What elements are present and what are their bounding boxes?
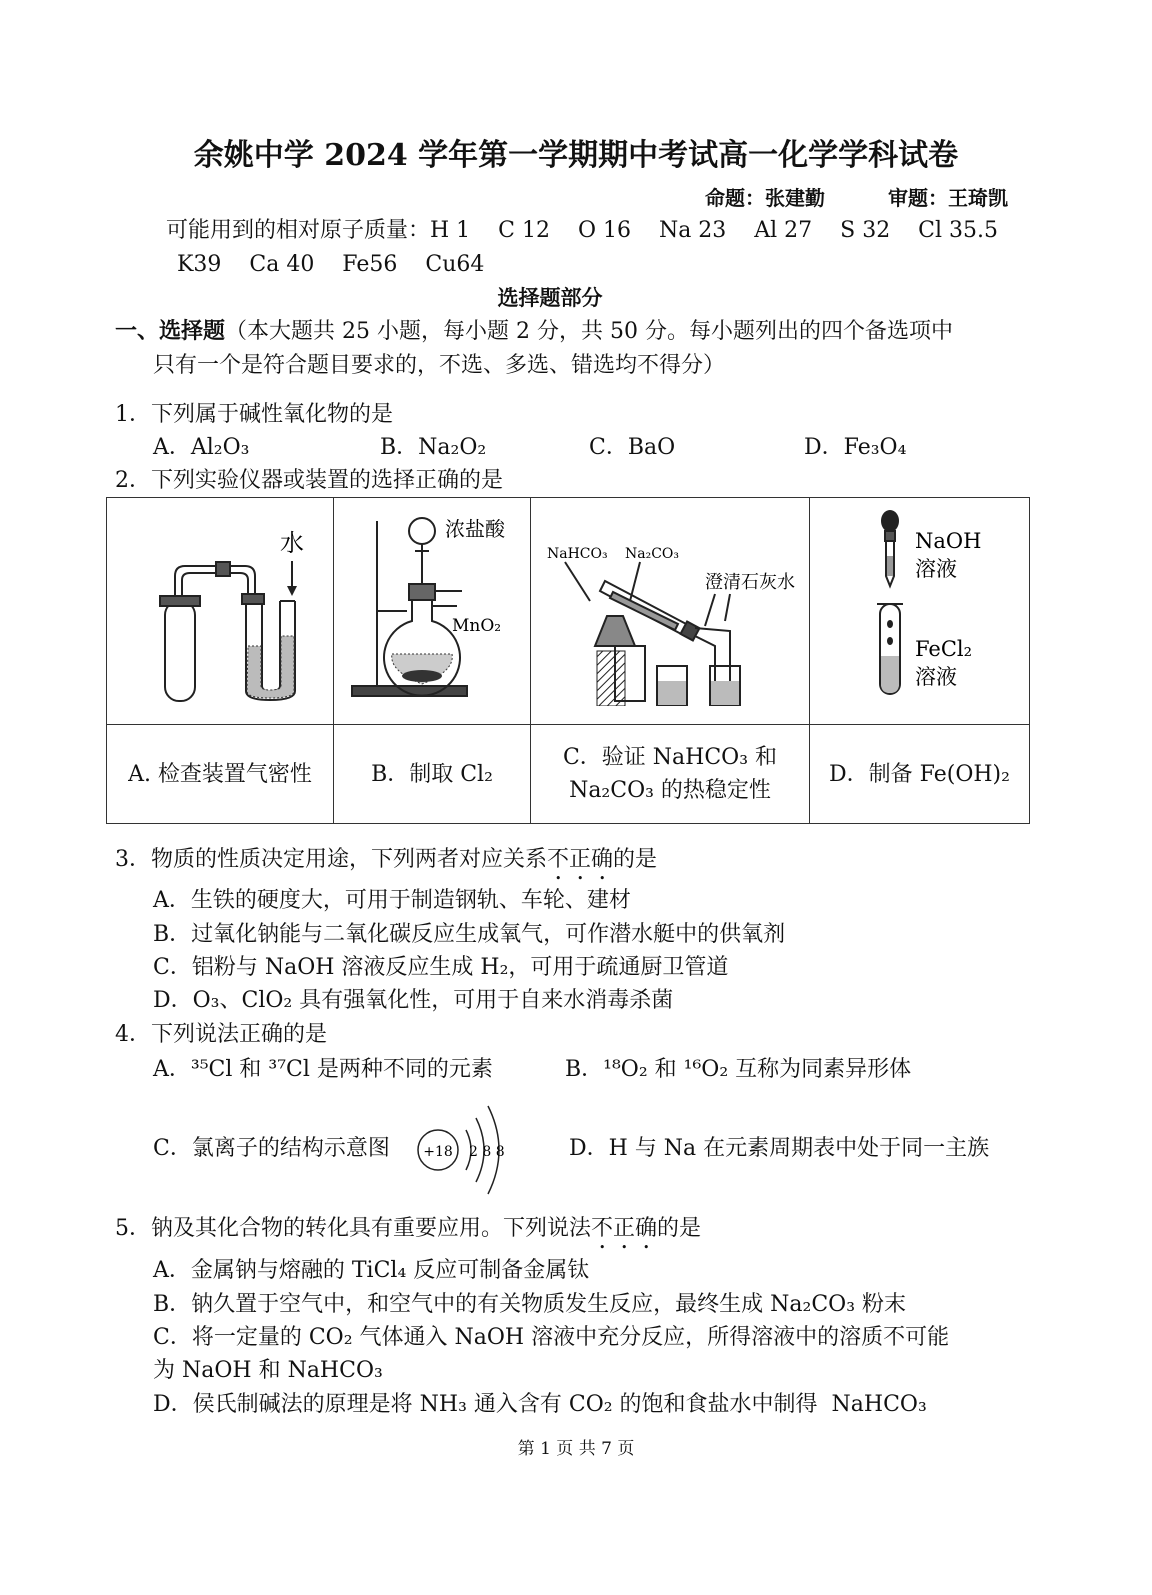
nucleus-charge: +18 (423, 1144, 453, 1160)
label-naoh: NaOH (914, 529, 981, 553)
q5-option-d: D．侯氏制碱法的原理是将 NH₃ 通入含有 CO₂ 的饱和食盐水中制得 NaHCO₃ (153, 1392, 927, 1417)
page-footer: 第 1 页 共 7 页 (517, 1439, 635, 1459)
part-heading-line (115, 317, 953, 347)
q5-stem (115, 1214, 701, 1254)
apparatus-b-cell (334, 498, 531, 725)
q1-option-a: A．Al₂O₃ (153, 435, 250, 460)
apparatus-a-cell (107, 498, 334, 725)
part-instructions-1: （本大题共 25 小题，每小题 2 分，共 50 分。每小题列出的四个备选项中 (225, 319, 953, 344)
apparatus-d-cell (810, 498, 1030, 725)
caption-a: A. 检查装置气密性 (107, 725, 334, 824)
apparatus-c-cell (531, 498, 810, 725)
q5-option-c-line-1: C．将一定量的 CO₂ 气体通入 NaOH 溶液中充分反应，所得溶液中的溶质不可能 (153, 1325, 950, 1350)
label-na2co3: Na₂CO₃ (625, 546, 680, 562)
q5-option-c-line-2: 为 NaOH 和 NaHCO₃ (153, 1358, 383, 1383)
atomic-mass-line-2: K39 Ca 40 Fe56 Cu64 (177, 252, 485, 277)
label-mno2: MnO₂ (452, 616, 502, 636)
q5-stem-emphasis: 不正确 (591, 1216, 658, 1241)
caption-c (531, 725, 810, 824)
fe-oh-2-apparatus-image (815, 506, 1025, 706)
q3-stem-post: 的是 (613, 847, 658, 872)
q3-option-d: D．O₃、ClO₂ 具有强氧化性，可用于自来水消毒杀菌 (153, 988, 674, 1013)
label-water: 水 (280, 529, 304, 557)
q3-option-c: C．铝粉与 NaOH 溶液反应生成 H₂，可用于疏通厨卫管道 (153, 955, 729, 980)
chloride-ion-structure-diagram (412, 1100, 522, 1200)
thermal-stability-apparatus-image (535, 506, 805, 706)
reviewer-line: 审题：王琦凯 (888, 186, 1008, 210)
q4-option-d: D．H 与 Na 在元素周期表中处于同一主族 (569, 1136, 990, 1161)
q4-option-b: B．¹⁸O₂ 和 ¹⁶O₂ 互称为同素异形体 (565, 1057, 912, 1082)
chlorine-generation-apparatus-image (337, 506, 527, 706)
label-nahco3: NaHCO₃ (547, 546, 608, 562)
atomic-mass-line-1: 可能用到的相对原子质量：H 1 C 12 O 16 Na 23 Al 27 S 32 Cl 35.5 (166, 218, 999, 243)
q1-option-c: C．BaO (589, 435, 676, 460)
caption-c-line-2: Na₂CO₃ 的热稳定性 (569, 778, 771, 803)
q3-stem-emphasis: 不正确 (547, 847, 614, 872)
label-solution-2: 溶液 (914, 665, 957, 689)
exam-title: 余姚中学 2024 学年第一学期期中考试高一化学学科试卷 (193, 138, 959, 173)
q3-stem (115, 845, 657, 885)
section-title: 选择题部分 (497, 286, 603, 310)
q5-option-a: A．金属钠与熔融的 TiCl₄ 反应可制备金属钛 (153, 1258, 590, 1283)
label-limewater: 澄清石灰水 (705, 572, 795, 593)
q2-stem: 2．下列实验仪器或装置的选择正确的是 (115, 468, 503, 493)
part-instructions-2: 只有一个是符合题目要求的，不选、多选、错选均不得分） (153, 353, 726, 378)
q3-stem-pre: 3．物质的性质决定用途，下列两者对应关系 (115, 847, 547, 872)
q5-option-b: B．钠久置于空气中，和空气中的有关物质发生反应，最终生成 Na₂CO₃ 粉末 (153, 1292, 907, 1317)
airtightness-apparatus-image (120, 506, 320, 706)
q1-option-d: D．Fe₃O₄ (804, 435, 907, 460)
q4-option-a: A．³⁵Cl 和 ³⁷Cl 是两种不同的元素 (153, 1057, 493, 1082)
caption-b: B．制取 Cl₂ (334, 725, 531, 824)
q4-option-c: C．氯离子的结构示意图 (153, 1136, 390, 1161)
caption-c-line-1: C．验证 NaHCO₃ 和 (562, 745, 778, 770)
label-solution-1: 溶液 (914, 557, 957, 581)
label-conc-hcl: 浓盐酸 (445, 517, 505, 541)
author-line: 命题：张建勤 (705, 186, 825, 210)
q3-option-a: A．生铁的硬度大，可用于制造钢轨、车轮、建材 (153, 888, 631, 913)
q5-stem-pre: 5．钠及其化合物的转化具有重要应用。下列说法 (115, 1216, 591, 1241)
q5-stem-post: 的是 (657, 1216, 702, 1241)
label-fecl2: FeCl₂ (914, 637, 972, 661)
q1-stem: 1．下列属于碱性氧化物的是 (115, 402, 393, 427)
part-heading: 一、选择题 (115, 319, 226, 344)
shell-electrons: 2 8 8 (469, 1144, 505, 1160)
q3-option-b: B．过氧化钠能与二氧化碳反应生成氧气，可作潜水艇中的供氧剂 (153, 922, 786, 947)
apparatus-table (106, 497, 1030, 824)
caption-d: D．制备 Fe(OH)₂ (810, 725, 1030, 824)
q4-stem: 4．下列说法正确的是 (115, 1022, 327, 1047)
q1-option-b: B．Na₂O₂ (380, 435, 487, 460)
